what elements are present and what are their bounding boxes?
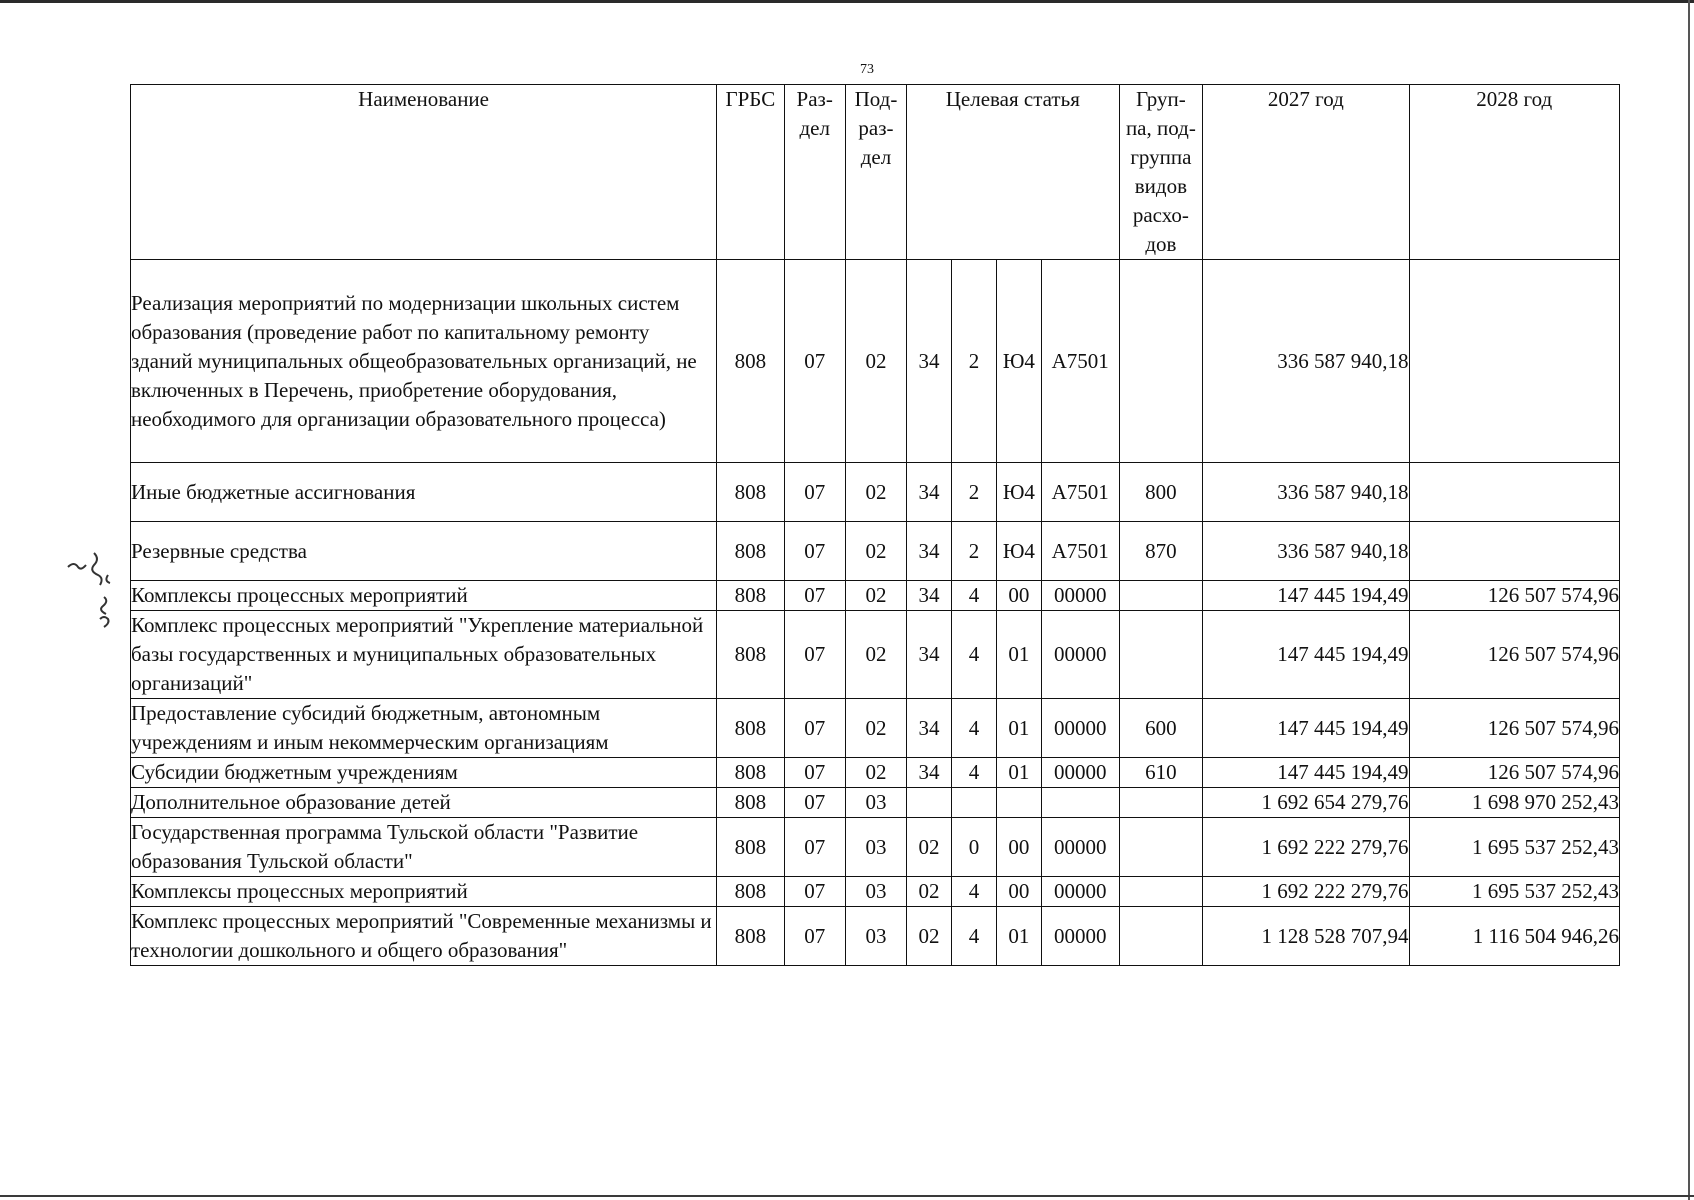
cell-razdel: 07	[784, 818, 845, 877]
cell-cs-program: 34	[907, 463, 952, 522]
cell-2028	[1409, 522, 1619, 581]
cell-vr: 870	[1119, 522, 1203, 581]
cell-podrazdel: 03	[845, 877, 906, 907]
cell-grbs: 808	[717, 522, 784, 581]
cell-cs-type: 0	[952, 818, 997, 877]
cell-cs-direction: 00000	[1041, 907, 1119, 966]
cell-cs-type: 4	[952, 907, 997, 966]
row-name: Комплекс процессных мероприятий "Укрепление материальной базы государственных и муниципальных образовательных организаций"	[131, 611, 717, 699]
cell-vr: 600	[1119, 699, 1203, 758]
row-name: Резервные средства	[131, 522, 717, 581]
header-name: Наименование	[131, 85, 717, 260]
cell-2028: 1 698 970 252,43	[1409, 788, 1619, 818]
cell-2028: 126 507 574,96	[1409, 611, 1619, 699]
cell-cs-program: 02	[907, 818, 952, 877]
cell-2027: 336 587 940,18	[1203, 522, 1409, 581]
cell-cs-struct	[996, 788, 1041, 818]
cell-cs-type: 4	[952, 699, 997, 758]
cell-podrazdel: 02	[845, 758, 906, 788]
cell-razdel: 07	[784, 877, 845, 907]
cell-cs-struct: Ю4	[996, 522, 1041, 581]
cell-vr: 610	[1119, 758, 1203, 788]
scan-edge-bottom	[0, 1195, 1694, 1197]
table-row	[131, 581, 1620, 611]
cell-podrazdel: 03	[845, 818, 906, 877]
cell-razdel: 07	[784, 758, 845, 788]
cell-2027: 1 692 222 279,76	[1203, 877, 1409, 907]
cell-razdel: 07	[784, 463, 845, 522]
header-row	[131, 85, 1620, 260]
cell-grbs: 808	[717, 907, 784, 966]
header-celevaya-statya: Целевая статья	[907, 85, 1119, 260]
cell-2028	[1409, 463, 1619, 522]
cell-cs-direction: 00000	[1041, 758, 1119, 788]
cell-cs-direction: 00000	[1041, 818, 1119, 877]
cell-cs-type: 4	[952, 611, 997, 699]
cell-grbs: 808	[717, 788, 784, 818]
cell-cs-struct: 01	[996, 699, 1041, 758]
cell-cs-type: 2	[952, 260, 997, 463]
cell-2027: 336 587 940,18	[1203, 463, 1409, 522]
cell-razdel: 07	[784, 699, 845, 758]
cell-2028: 1 695 537 252,43	[1409, 877, 1619, 907]
cell-cs-program: 34	[907, 758, 952, 788]
header-gruppa-vidov-raskhodov: Груп- па, под- группа видов расхо- дов	[1119, 85, 1203, 260]
row-name: Комплексы процессных мероприятий	[131, 877, 717, 907]
table-row	[131, 522, 1620, 581]
cell-cs-direction: 00000	[1041, 611, 1119, 699]
cell-grbs: 808	[717, 581, 784, 611]
table-row	[131, 877, 1620, 907]
cell-2027: 1 692 222 279,76	[1203, 818, 1409, 877]
cell-cs-struct: Ю4	[996, 260, 1041, 463]
table-row	[131, 818, 1620, 877]
cell-cs-type	[952, 788, 997, 818]
cell-cs-direction: А7501	[1041, 463, 1119, 522]
cell-2027: 147 445 194,49	[1203, 581, 1409, 611]
cell-cs-struct: 00	[996, 877, 1041, 907]
cell-cs-type: 4	[952, 581, 997, 611]
cell-vr	[1119, 877, 1203, 907]
cell-cs-program	[907, 788, 952, 818]
cell-cs-direction: А7501	[1041, 522, 1119, 581]
cell-cs-program: 34	[907, 611, 952, 699]
cell-2028: 126 507 574,96	[1409, 758, 1619, 788]
cell-cs-direction	[1041, 788, 1119, 818]
cell-cs-struct: 00	[996, 818, 1041, 877]
table-row	[131, 611, 1620, 699]
cell-vr	[1119, 611, 1203, 699]
cell-2027: 1 692 654 279,76	[1203, 788, 1409, 818]
cell-cs-type: 4	[952, 758, 997, 788]
row-name: Субсидии бюджетным учреждениям	[131, 758, 717, 788]
cell-cs-type: 2	[952, 522, 997, 581]
cell-cs-struct: Ю4	[996, 463, 1041, 522]
cell-podrazdel: 02	[845, 611, 906, 699]
cell-cs-direction: 00000	[1041, 877, 1119, 907]
row-name: Предоставление субсидий бюджетным, автономным учреждениям и иным некоммерческим организациям	[131, 699, 717, 758]
cell-razdel: 07	[784, 907, 845, 966]
table-row	[131, 463, 1620, 522]
cell-2028: 126 507 574,96	[1409, 581, 1619, 611]
row-name: Государственная программа Тульской области "Развитие образования Тульской области"	[131, 818, 717, 877]
cell-cs-direction: 00000	[1041, 699, 1119, 758]
cell-2027: 1 128 528 707,94	[1203, 907, 1409, 966]
table-row	[131, 758, 1620, 788]
cell-cs-program: 34	[907, 581, 952, 611]
table-row	[131, 699, 1620, 758]
cell-cs-type: 2	[952, 463, 997, 522]
cell-razdel: 07	[784, 581, 845, 611]
cell-2028	[1409, 260, 1619, 463]
cell-cs-program: 34	[907, 522, 952, 581]
cell-2027: 336 587 940,18	[1203, 260, 1409, 463]
cell-cs-program: 02	[907, 877, 952, 907]
cell-grbs: 808	[717, 463, 784, 522]
table-row	[131, 788, 1620, 818]
table-row	[131, 260, 1620, 463]
cell-vr	[1119, 818, 1203, 877]
cell-podrazdel: 02	[845, 699, 906, 758]
cell-vr: 800	[1119, 463, 1203, 522]
cell-vr	[1119, 907, 1203, 966]
cell-cs-struct: 00	[996, 581, 1041, 611]
handwritten-marks	[64, 545, 134, 635]
table-row	[131, 907, 1620, 966]
cell-podrazdel: 03	[845, 788, 906, 818]
cell-podrazdel: 02	[845, 581, 906, 611]
cell-2028: 126 507 574,96	[1409, 699, 1619, 758]
budget-table	[130, 84, 1620, 966]
cell-grbs: 808	[717, 699, 784, 758]
header-razdel: Раз- дел	[784, 85, 845, 260]
cell-cs-struct: 01	[996, 907, 1041, 966]
cell-cs-program: 34	[907, 699, 952, 758]
cell-vr	[1119, 788, 1203, 818]
cell-cs-struct: 01	[996, 611, 1041, 699]
cell-grbs: 808	[717, 877, 784, 907]
cell-cs-direction: 00000	[1041, 581, 1119, 611]
cell-podrazdel: 02	[845, 522, 906, 581]
header-2027: 2027 год	[1203, 85, 1409, 260]
cell-podrazdel: 03	[845, 907, 906, 966]
cell-grbs: 808	[717, 611, 784, 699]
cell-grbs: 808	[717, 260, 784, 463]
cell-podrazdel: 02	[845, 463, 906, 522]
header-podrazdel: Под- раз- дел	[845, 85, 906, 260]
cell-razdel: 07	[784, 522, 845, 581]
cell-2027: 147 445 194,49	[1203, 699, 1409, 758]
cell-grbs: 808	[717, 758, 784, 788]
cell-2028: 1 695 537 252,43	[1409, 818, 1619, 877]
row-name: Комплекс процессных мероприятий "Современные механизмы и технологии дошкольного и общего образования"	[131, 907, 717, 966]
row-name: Иные бюджетные ассигнования	[131, 463, 717, 522]
cell-vr	[1119, 260, 1203, 463]
scan-edge-right	[1688, 0, 1690, 1200]
cell-razdel: 07	[784, 788, 845, 818]
cell-grbs: 808	[717, 818, 784, 877]
header-grbs: ГРБС	[717, 85, 784, 260]
cell-cs-program: 02	[907, 907, 952, 966]
row-name: Дополнительное образование детей	[131, 788, 717, 818]
cell-2027: 147 445 194,49	[1203, 611, 1409, 699]
row-name: Реализация мероприятий по модернизации школьных систем образования (проведение работ по капитальному ремонту зданий муниципальных общеобразовательных организаций, не включенных в Перечень, приобретение оборудования, необходимого для организации образовательного процесса)	[131, 260, 717, 463]
header-2028: 2028 год	[1409, 85, 1619, 260]
cell-podrazdel: 02	[845, 260, 906, 463]
cell-vr	[1119, 581, 1203, 611]
page-number: 73	[860, 62, 874, 77]
cell-cs-type: 4	[952, 877, 997, 907]
cell-cs-direction: А7501	[1041, 260, 1119, 463]
cell-razdel: 07	[784, 611, 845, 699]
cell-cs-struct: 01	[996, 758, 1041, 788]
row-name: Комплексы процессных мероприятий	[131, 581, 717, 611]
scan-edge-top	[0, 0, 1694, 3]
cell-razdel: 07	[784, 260, 845, 463]
cell-2028: 1 116 504 946,26	[1409, 907, 1619, 966]
cell-cs-program: 34	[907, 260, 952, 463]
cell-2027: 147 445 194,49	[1203, 758, 1409, 788]
